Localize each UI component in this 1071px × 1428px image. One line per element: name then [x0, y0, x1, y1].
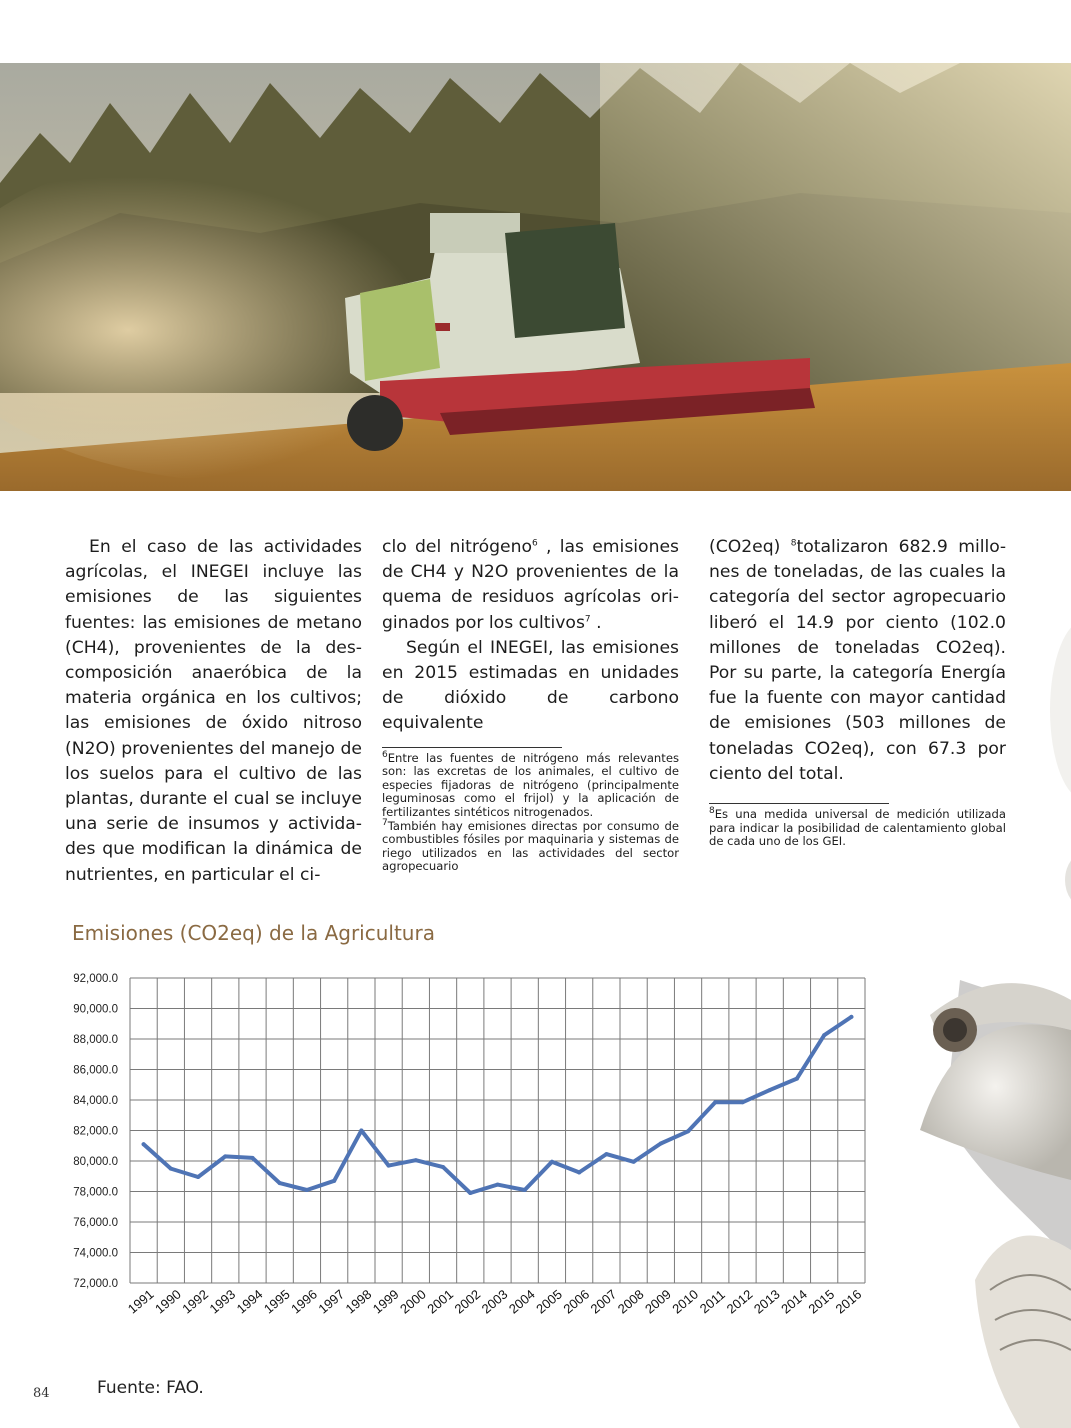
- x-tick-label: 1998: [342, 1286, 375, 1317]
- y-tick-label: 90,000.0: [73, 1003, 118, 1016]
- x-tick-label: 1999: [369, 1286, 402, 1317]
- data-point: [414, 1158, 418, 1162]
- y-tick-label: 72,000.0: [73, 1278, 118, 1290]
- x-tick-label: 1990: [152, 1286, 184, 1317]
- hero-illustration: [0, 63, 1071, 491]
- text-run: , las emisiones de CH4 y N2O provenientes de la quema de residuos agrícolas originados por los cultivos: [382, 537, 679, 633]
- text-run: (CO2eq): [709, 537, 791, 557]
- chart-source: Fuente: FAO.: [97, 1378, 204, 1398]
- y-tick-label: 74,000.0: [73, 1247, 118, 1260]
- x-tick-label: 2012: [723, 1286, 756, 1317]
- data-point: [387, 1164, 391, 1168]
- footnote-number: 7: [382, 817, 388, 828]
- data-point: [441, 1165, 445, 1169]
- data-point: [305, 1188, 309, 1192]
- footnote-ref-6: 6: [532, 538, 538, 549]
- data-point: [468, 1191, 472, 1195]
- x-tick-label: 2001: [424, 1286, 457, 1317]
- footnote-text: Entre las fuentes de nitrógeno más relevantes son: las excretas de los animales, el cultivo de especies fijadoras de nitrógeno (principalmente leguminosas como el frijol) y la aplicación de fertilizantes sintéticos nitrogenados.: [382, 750, 679, 819]
- y-tick-label: 88,000.0: [73, 1034, 118, 1046]
- x-tick-label: 2007: [587, 1286, 620, 1317]
- x-tick-label: 2009: [642, 1286, 674, 1317]
- x-tick-label: 2014: [778, 1286, 810, 1317]
- text-column-2: [382, 535, 679, 874]
- data-point: [686, 1129, 690, 1133]
- x-tick-label: 1992: [179, 1286, 212, 1317]
- x-tick-label: 1995: [260, 1286, 293, 1317]
- footnote-number: 8: [709, 806, 715, 817]
- x-tick-label: 1997: [315, 1286, 348, 1317]
- x-tick-label: 1991: [124, 1286, 157, 1317]
- x-tick-label: 1996: [288, 1286, 320, 1317]
- footnote-6: [382, 749, 679, 820]
- x-tick-label: 2004: [505, 1286, 538, 1317]
- data-point: [251, 1156, 255, 1160]
- data-point: [713, 1100, 717, 1104]
- footnote-text: Es una medida universal de medición utilizada para indicar la posibilidad de calentamiento global de cada uno de los GEI.: [709, 807, 1006, 849]
- data-point: [332, 1179, 336, 1183]
- data-point: [223, 1154, 227, 1158]
- data-point: [741, 1100, 745, 1104]
- text-run: clo del nitrógeno: [382, 537, 533, 557]
- data-point: [632, 1160, 636, 1164]
- y-tick-label: 80,000.0: [73, 1156, 118, 1168]
- data-point: [359, 1129, 363, 1133]
- chart-title: Emisiones (CO2eq) de la Agricultura: [72, 921, 435, 945]
- series-line: [144, 1017, 852, 1193]
- footnote-7: [382, 817, 679, 874]
- x-tick-label: 2003: [478, 1286, 511, 1317]
- page-number: 84: [33, 1386, 50, 1401]
- footnote-ref-7: 7: [584, 613, 591, 624]
- data-point: [795, 1077, 799, 1081]
- x-tick-label: 2006: [560, 1286, 593, 1317]
- x-tick-label: 2002: [451, 1286, 484, 1317]
- data-point: [659, 1141, 663, 1145]
- x-tick-label: 2008: [614, 1286, 647, 1317]
- y-tick-label: 76,000.0: [73, 1217, 118, 1229]
- data-point: [278, 1181, 282, 1185]
- data-point: [849, 1015, 853, 1019]
- hero-photo-combine-harvester: [0, 63, 1071, 491]
- text-run: totalizaron 682.9 millones de toneladas, de las cuales la categoría del sector agropecuario liberó el 14.9 por ciento (102.0 millones de toneladas CO2eq). Por su parte, la categoría Energía fue la fuente con mayor cantidad de emisiones (503 millones de toneladas CO2eq), con 67.3 por ciento del total.: [709, 537, 1007, 784]
- footnote-divider: [382, 747, 562, 748]
- footnote-8: [709, 808, 1006, 849]
- footnote-number: 6: [382, 749, 388, 760]
- footnote-text: También hay emisiones directas por consumo de combustibles fósiles por maquinaria y sistemas de riego utilizados en las actividades del sector agropecuario: [382, 818, 679, 874]
- x-tick-label: 2013: [750, 1286, 783, 1317]
- text-run: .: [590, 612, 602, 633]
- text-column-3: [709, 535, 1006, 849]
- paragraph: [709, 535, 1006, 787]
- footnote-ref-8: 8: [790, 538, 797, 549]
- x-tick-label: 2010: [669, 1286, 702, 1317]
- data-point: [169, 1167, 173, 1171]
- data-point: [142, 1142, 146, 1146]
- paragraph: [382, 535, 679, 636]
- data-point: [577, 1170, 581, 1174]
- x-tick-label: 2016: [832, 1286, 865, 1317]
- y-tick-label: 82,000.0: [73, 1125, 118, 1138]
- x-tick-label: 1994: [233, 1286, 266, 1317]
- footnote-divider: [709, 803, 889, 804]
- data-point: [768, 1088, 772, 1092]
- data-point: [523, 1188, 527, 1192]
- y-tick-label: 92,000.0: [73, 973, 118, 985]
- x-tick-label: 1993: [206, 1286, 239, 1317]
- x-tick-label: 2000: [397, 1286, 429, 1317]
- y-tick-label: 84,000.0: [73, 1095, 118, 1107]
- x-tick-label: 2005: [533, 1286, 565, 1317]
- data-point: [604, 1152, 608, 1156]
- y-tick-label: 78,000.0: [73, 1186, 118, 1199]
- data-point: [550, 1160, 554, 1164]
- x-tick-label: 2015: [805, 1286, 838, 1317]
- data-point: [196, 1175, 200, 1179]
- y-tick-label: 86,000.0: [73, 1064, 118, 1077]
- paragraph: Según el INEGEI, las emisiones en 2015 estimadas en unidades de dióxido de carbono equivalente: [382, 637, 679, 734]
- paragraph: En el caso de las actividades agrícolas, el INEGEI incluye las emisiones de las siguientes fuentes: las emisiones de metano (CH4), provenientes de la descomposición anaeróbica de la materia orgánica en los cultivos; las emisiones de óxido nitroso (N2O) provenientes del manejo de los suelos para el cultivo de las plantas, durante el cual se incluye una serie de insumos y actividades que modifican la dinámica de nutrientes, en particular el ci-: [65, 537, 362, 885]
- line-chart: [0, 960, 880, 1370]
- text-column-1: [65, 535, 362, 888]
- data-point: [822, 1033, 826, 1037]
- x-tick-label: 2011: [696, 1286, 728, 1317]
- data-point: [496, 1183, 500, 1187]
